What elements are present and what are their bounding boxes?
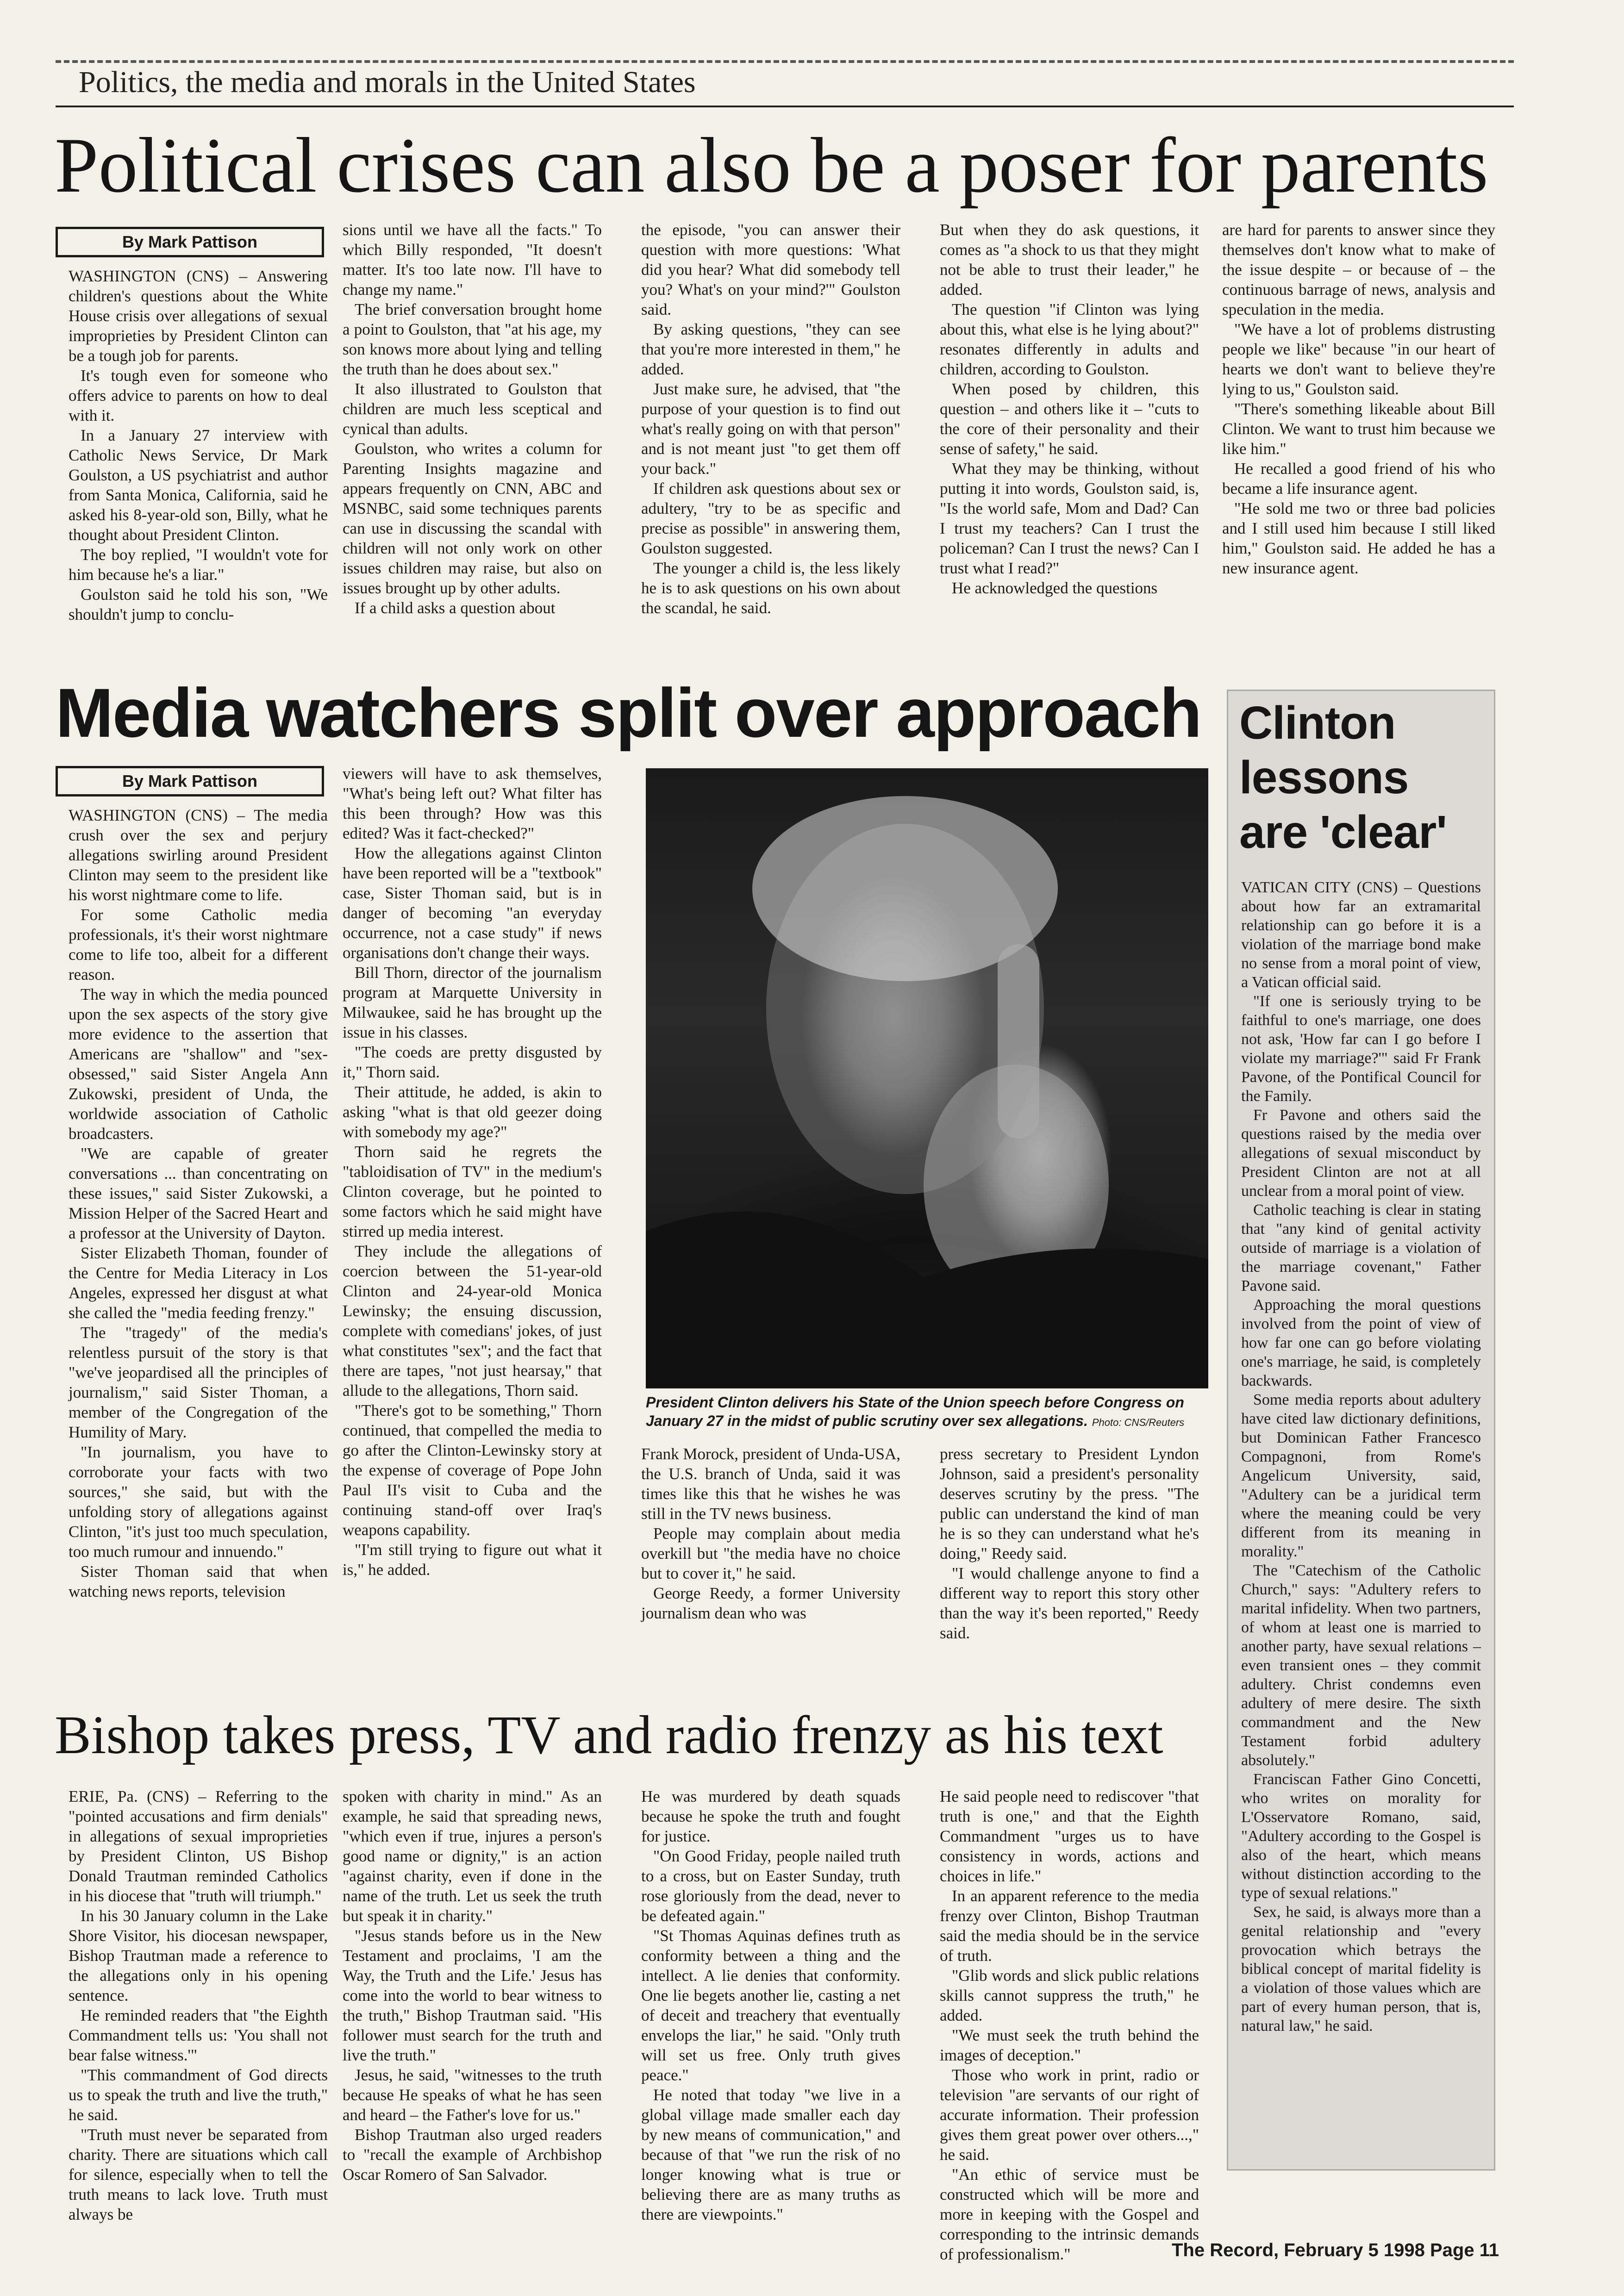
paragraph: He reminded readers that "the Eighth Commandment tells us: 'You shall not bear false witness.'"	[69, 2006, 328, 2064]
paragraph: In an apparent reference to the media frenzy over Clinton, Bishop Trautman said the media should be in the service of truth.	[940, 1887, 1199, 1965]
paragraph: VATICAN CITY (CNS) – Questions about how far an extramarital relationship can go before it is a violation of the marriage bond make no sense from a moral point of view, a Vatican official said.	[1241, 879, 1481, 991]
paragraph: The younger a child is, the less likely he is to ask questions on his own about the scandal, he said.	[641, 559, 900, 617]
paragraph: press secretary to President Lyndon Johnson, said a president's personality deserves scrutiny by the press. "The public can understand the kind of man he is so they can understand what he's doing," Reedy said.	[940, 1445, 1199, 1562]
paragraph: In a January 27 interview with Catholic News Service, Dr Mark Goulston, a US psychiatrist and author from Santa Monica, California, said he asked his 8-year-old son, Billy, what he thought about President Clinton.	[69, 426, 328, 544]
paragraph: "I would challenge anyone to find a different way to report this story other than the way it's been reported," Reedy said.	[940, 1564, 1199, 1642]
article2-col4	[940, 1444, 1199, 1694]
paragraph: People may complain about media overkill but "the media have no choice but to cover it," he said.	[641, 1524, 900, 1582]
article2-col1	[69, 805, 328, 1694]
paragraph: ERIE, Pa. (CNS) – Referring to the "pointed accusations and firm denials" in allegations of sexual improprieties by President Clinton, US Bishop Donald Trautman reminded Catholics in his diocese that "truth will triumph."	[69, 1787, 328, 1905]
paragraph: In his 30 January column in the Lake Shore Visitor, his diocesan newspaper, Bishop Trautman made a reference to the allegations only in his opening sentence.	[69, 1907, 328, 2004]
paragraph: Goulston, who writes a column for Parenting Insights magazine and appears frequently on CNN, ABC and MSNBC, said some techniques parents can use in discussing the scandal with children will not only work on other issues children may raise, but also on issues brought up by other adults.	[343, 440, 602, 597]
paragraph: "An ethic of service must be constructed which will be more and more in keeping with the Gospel and corresponding to the intrinsic demands of professionalism."	[940, 2165, 1199, 2263]
paragraph: sions until we have all the facts." To which Billy responded, "It doesn't matter. It's too late now. I'll have to change my name."	[343, 221, 602, 299]
paragraph: He recalled a good friend of his who became a life insurance agent.	[1222, 460, 1495, 498]
paragraph: He was murdered by death squads because he spoke the truth and fought for justice.	[641, 1787, 900, 1845]
paragraph: viewers will have to ask themselves, "What's being left out? What filter has this been through? How was this edited? Was it fact-checked?"	[343, 765, 602, 842]
article2-col3	[641, 1444, 900, 1694]
paragraph: He said people need to rediscover "that truth is one," and that the Eighth Commandment "urges us to have consistency in words, actions and choices in life."	[940, 1787, 1199, 1885]
paragraph: It's tough even for someone who offers advice to parents on how to deal with it.	[69, 367, 328, 424]
paragraph: "We are capable of greater conversations ... than concentrating on these issues," said Sister Zukowski, a Mission Helper of the Sacred Heart and a professor at the University of Dayton.	[69, 1145, 328, 1242]
article2-headline: Media watchers split over approach	[56, 674, 1201, 752]
paragraph: How the allegations against Clinton have been reported will be a "textbook" case, Sister Thoman said, but is in danger of becoming "an everyday occurrence, not a case study" if news organisations don't change their ways.	[343, 844, 602, 962]
article3-col2	[343, 1786, 602, 2231]
paragraph: "We must seek the truth behind the images of deception."	[940, 2026, 1199, 2064]
paragraph: Some media reports about adultery have cited law dictionary definitions, but Dominican Father Francesco Compagnoni, from Rome's Angelicum University, said, "Adultery can be a juridical term where the meaning could be very different from its meaning in morality."	[1241, 1391, 1481, 1560]
paragraph: The question "if Clinton was lying about this, what else is he lying about?" resonates differently in adults and children, according to Goulston.	[940, 300, 1199, 378]
paragraph: Frank Morock, president of Unda-USA, the U.S. branch of Unda, said it was times like this that he wishes he was still in the TV news business.	[641, 1445, 900, 1523]
paragraph: Thorn said he regrets the "tabloidisation of TV" in the medium's Clinton coverage, but he pointed to some factors which he said might have stirred up media interest.	[343, 1143, 602, 1240]
paragraph: The boy replied, "I wouldn't vote for him because he's a liar."	[69, 546, 328, 584]
paragraph: When posed by children, this question – and others like it – "cuts to the core of their personality and their sense of safety," he said.	[940, 380, 1199, 458]
kicker-rule	[56, 106, 1514, 107]
paragraph: By asking questions, "they can see that you're more interested in them," he added.	[641, 320, 900, 378]
paragraph: are hard for parents to answer since they themselves don't know what to make of the issue despite – or because of – the continuous barrage of news, analysis and speculation in the media.	[1222, 221, 1495, 318]
paragraph: The brief conversation brought home a point to Goulston, that "at his age, my son knows more about lying and telling the truth than he does about sex."	[343, 300, 602, 378]
paragraph: Jesus, he said, "witnesses to the truth because He speaks of what he has seen and heard – the Father's love for us."	[343, 2066, 602, 2124]
paragraph: Their attitude, he added, is akin to asking "what is that old geezer doing with somebody my age?"	[343, 1083, 602, 1141]
paragraph: "We have a lot of problems distrusting people we like" because "in our heart of hearts we don't want to believe they're lying to us," Goulston said.	[1222, 320, 1495, 398]
article2-col2	[343, 764, 602, 1694]
paragraph: "In journalism, you have to corroborate your facts with two sources," she said, but with the unfolding story of allegations against Clinton, "it's just too much speculation, too much rumour and innuendo."	[69, 1443, 328, 1561]
paragraph: "He sold me two or three bad policies and I still used him because I still liked him," Goulston said. He added he has a new insurance agent.	[1222, 499, 1495, 577]
article1-col1	[69, 266, 328, 664]
article1-byline: By Mark Pattison	[56, 227, 324, 257]
paragraph: "On Good Friday, people nailed truth to a cross, but on Easter Sunday, truth rose gloriously from the dead, never to be defeated again."	[641, 1847, 900, 1925]
paragraph: "There's something likeable about Bill Clinton. We want to trust him because we like him."	[1222, 400, 1495, 458]
paragraph: "Jesus stands before us in the New Testament and proclaims, 'I am the Way, the Truth and the Life.' Jesus has come into the world to bear witness to the truth," Bishop Trautman said. "His follower must search for the truth and live the truth."	[343, 1927, 602, 2064]
article1-col2	[343, 220, 602, 664]
paragraph: Catholic teaching is clear in stating that "any kind of genital activity outside of marriage is a violation of the marriage covenant," Father Pavone said.	[1241, 1201, 1481, 1294]
article2-byline: By Mark Pattison	[56, 766, 324, 796]
paragraph: Just make sure, he advised, that "the purpose of your question is to find out what's really going on with that person" and is not meant just "to get them off your back."	[641, 380, 900, 478]
photo-credit: Photo: CNS/Reuters	[1092, 1417, 1185, 1428]
paragraph: But when they do ask questions, it comes as "a shock to us that they might not be able to trust their leader," he added.	[940, 221, 1199, 299]
article3-headline: Bishop takes press, TV and radio frenzy as his text	[55, 1705, 1163, 1765]
paragraph: George Reedy, a former University journalism dean who was	[641, 1584, 900, 1622]
paragraph: Approaching the moral questions involved from the point of view of how far one can go before violating one's marriage, he said, is completely backwards.	[1241, 1296, 1481, 1389]
paragraph: Those who work in print, radio or television "are servants of our right of accurate information. Their profession gives them great power over others...," he said.	[940, 2066, 1199, 2164]
paragraph: WASHINGTON (CNS) – The media crush over the sex and perjury allegations swirling around President Clinton may seem to the president like his worst nightmare come to life.	[69, 806, 328, 904]
paragraph: Goulston said he told his son, "We shouldn't jump to conclu-	[69, 585, 328, 623]
paragraph: spoken with charity in mind." As an example, he said that spreading news, "which even if true, injures a person's good name or dignity," is an action "against charity, even if done in the name of the truth. Let us seek the truth but speak it in charity."	[343, 1787, 602, 1925]
paragraph: WASHINGTON (CNS) – Answering children's questions about the White House crisis over allegations of sexual improprieties by President Clinton can be a tough job for parents.	[69, 267, 328, 365]
paragraph: "There's got to be something," Thorn continued, that compelled the media to go after the Clinton-Lewinsky story at the expense of coverage of Pope John Paul II's visit to Cuba and the continuing stand-off over Iraq's weapons capability.	[343, 1401, 602, 1539]
paragraph: "If one is seriously trying to be faithful to one's marriage, one does not ask, 'How far can I go before I violate my marriage?'" said Fr Frank Pavone, of the Pontifical Council for the Family.	[1241, 993, 1481, 1105]
article1-col4	[940, 220, 1199, 664]
article1-col5	[1222, 220, 1495, 683]
paragraph: It also illustrated to Goulston that children are much less sceptical and cynical than adults.	[343, 380, 602, 438]
section-kicker: Politics, the media and morals in the United States	[79, 65, 696, 99]
paragraph: Sister Thoman said that when watching news reports, television	[69, 1562, 328, 1600]
sidebar-headline: Clinton lessons are 'clear'	[1239, 697, 1447, 858]
paragraph: What they may be thinking, without putting it into words, Goulston said, is, "Is the world safe, Mom and Dad? Can I trust my teachers? Can I trust the policeman? Can I trust the news? Can I trust what I read?"	[940, 460, 1199, 577]
paragraph: The "tragedy" of the media's relentless pursuit of the story is that "we've jeopardised all the principles of journalism," said Sister Thoman, a member of the Congregation of the Humility of Mary.	[69, 1324, 328, 1441]
paragraph: The way in which the media pounced upon the sex aspects of the story give more evidence to the assertion that Americans are "shallow" and "sex-obsessed," said Sister Angela Ann Zukowski, president of Unda, the worldwide association of Catholic broadcasters.	[69, 985, 328, 1143]
paragraph: "Truth must never be separated from charity. There are situations which call for silence, especially when to tell the truth means to lack love. Truth must always be	[69, 2126, 328, 2223]
paragraph: They include the allegations of coercion between the 51-year-old Clinton and 24-year-old Monica Lewinsky; the ensuing discussion, complete with comedians' jokes, of just what constitutes "sex"; and the fact that there are tapes, "not just hearsay," that allude to the allegations, Thorn said.	[343, 1242, 602, 1400]
article3-col3	[641, 1786, 900, 2231]
article3-col1	[69, 1786, 328, 2231]
paragraph: "I'm still trying to figure out what it is," he added.	[343, 1541, 602, 1579]
paragraph: He acknowledged the questions	[952, 579, 1158, 597]
sidebar-box	[1227, 690, 1495, 2171]
photo-caption	[646, 1393, 1208, 1432]
page-footer: The Record, February 5 1998 Page 11	[1171, 2240, 1499, 2260]
sidebar-body	[1228, 878, 1494, 2137]
photo-caption-text: President Clinton delivers his State of the Union speech before Congress on January 27 in the midst of public scrutiny over sex allegations.	[646, 1394, 1184, 1429]
paragraph: Sister Elizabeth Thoman, founder of the Centre for Media Literacy in Los Angeles, expressed her disgust at what she called the "media feeding frenzy."	[69, 1244, 328, 1322]
article1-headline: Political crises can also be a poser for parents	[55, 122, 1488, 209]
paragraph: the episode, "you can answer their question with more questions: 'What did you hear? What did somebody tell you? What's on your mind?'" Goulston said.	[641, 221, 900, 318]
paragraph: He noted that today "we live in a global village made smaller each day by new means of communication," and because of that "we run the risk of no longer knowing what is true or believing there are as many truths as there are viewpoints."	[641, 2086, 900, 2223]
article3-col4	[940, 1786, 1199, 2263]
paragraph: The "Catechism of the Catholic Church," says: "Adultery refers to marital infidelity. When two partners, of whom at least one is married to another party, have sexual relations – even transient ones – they commit adultery. Christ condemns even adultery of mere desire. The sixth commandment and the New Testament forbid adultery absolutely."	[1241, 1562, 1481, 1769]
paragraph: Franciscan Father Gino Concetti, who writes on morality for L'Osservatore Romano, said, "Adultery according to the Gospel is also of the heart, which means without distinction according to the type of sexual relations."	[1241, 1771, 1481, 1902]
article1-col3	[641, 220, 900, 664]
top-dashed-rule	[56, 60, 1514, 63]
paragraph: "Glib words and slick public relations skills cannot suppress the truth," he added.	[940, 1966, 1199, 2024]
paragraph: Bill Thorn, director of the journalism program at Marquette University in Milwaukee, said he has brought up the issue in his classes.	[343, 964, 602, 1041]
paragraph: If a child asks a question about	[355, 599, 556, 617]
paragraph: For some Catholic media professionals, it's their worst nightmare come to life too, albeit for a different reason.	[69, 906, 328, 983]
paragraph: "The coeds are pretty disgusted by it," Thorn said.	[343, 1043, 602, 1081]
paragraph: Sex, he said, is always more than a genital relationship and "every provocation which betrays the biblical concept of marital fidelity is a violation of those values which are part of every human person, that is, natural law," he said.	[1241, 1904, 1481, 2035]
paragraph: Bishop Trautman also urged readers to "recall the example of Archbishop Oscar Romero of San Salvador.	[343, 2126, 602, 2184]
paragraph: If children ask questions about sex or adultery, "try to be as specific and precise as possible" in answering them, Goulston suggested.	[641, 479, 900, 557]
paragraph: "St Thomas Aquinas defines truth as conformity between a thing and the intellect. A lie denies that conformity. One lie begets another lie, casting a net of deceit and treachery that eventually envelops the liar," he said. "Only truth will set us free. Only truth gives peace."	[641, 1927, 900, 2084]
paragraph: "This commandment of God directs us to speak the truth and live the truth," he said.	[69, 2066, 328, 2124]
clinton-photo	[646, 768, 1208, 1388]
clinton-photo-silhouette	[646, 768, 1208, 1388]
paragraph: Fr Pavone and others said the questions raised by the media over allegations of sexual misconduct by President Clinton are not at all unclear from a moral point of view.	[1241, 1107, 1481, 1200]
